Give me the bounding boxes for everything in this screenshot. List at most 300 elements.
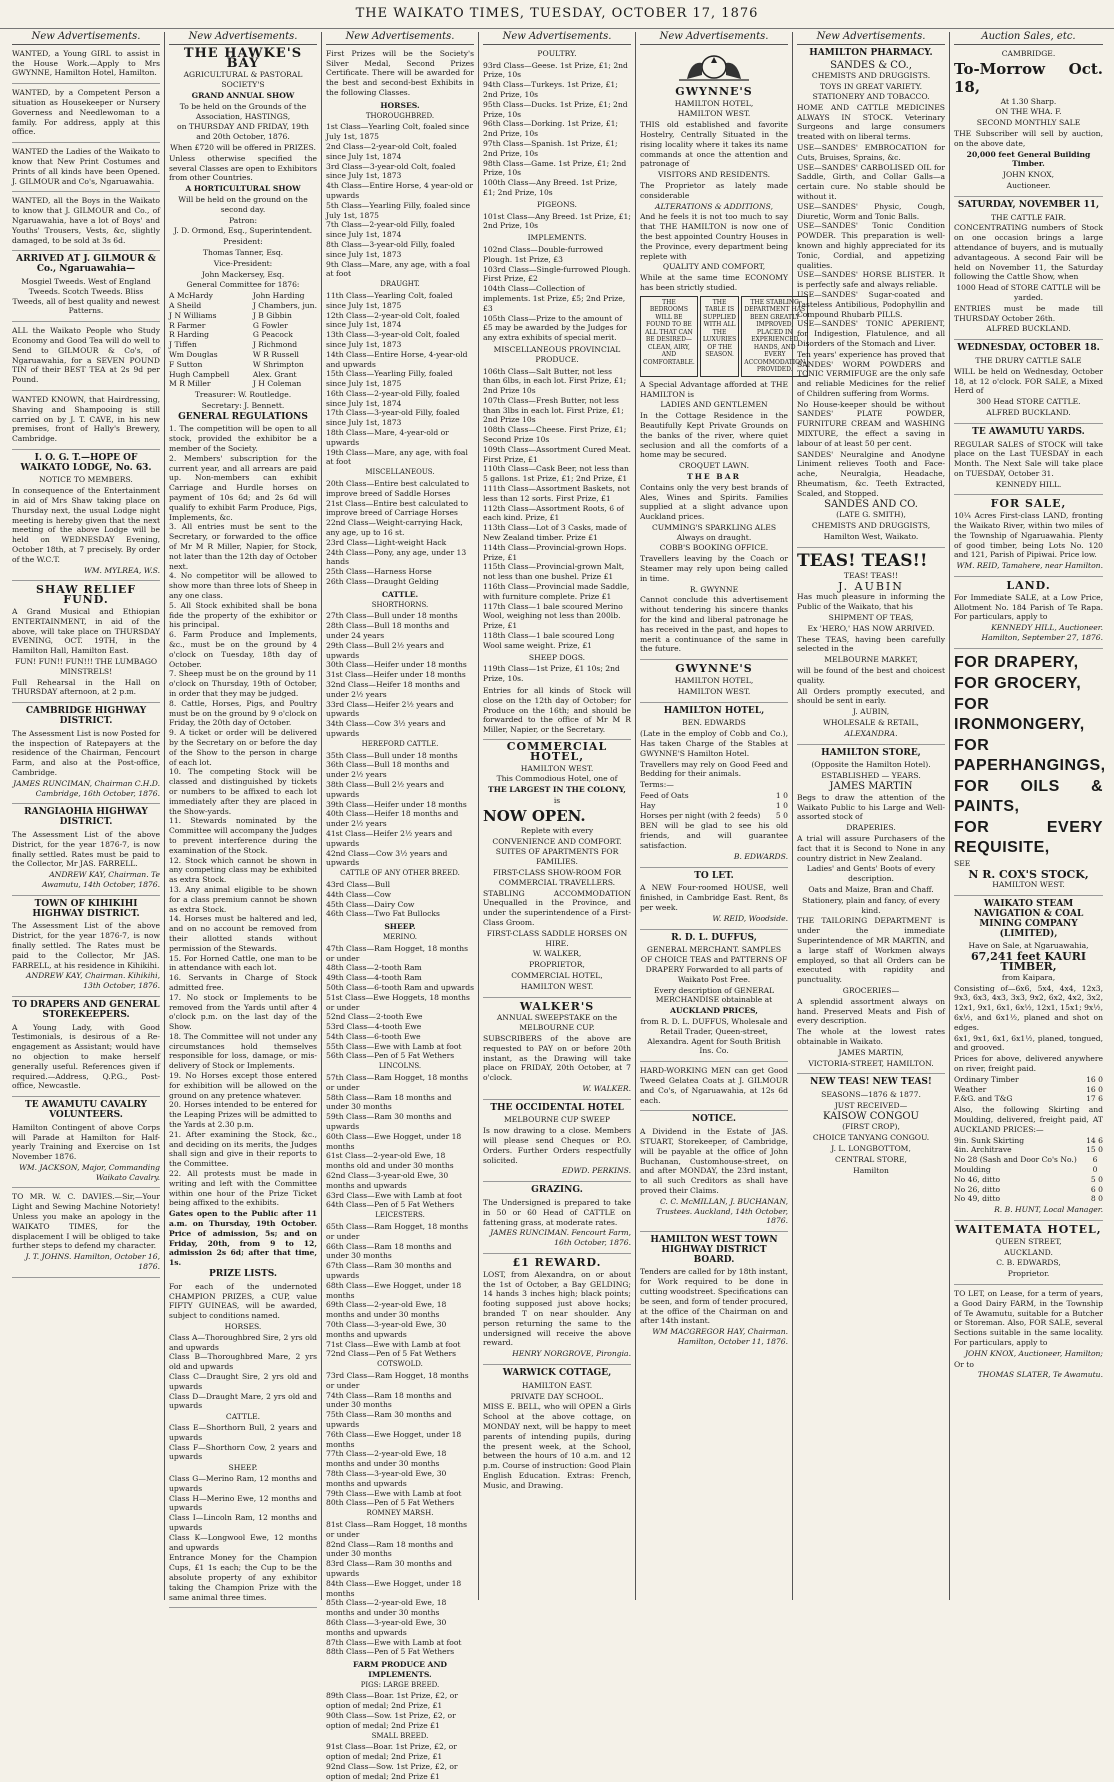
rate-price: 6 0 xyxy=(1090,1184,1103,1194)
regulation-item: 2. Members' subscription for the current year, and all arrears are paid up. Non-members can exhibit Carriage and Hurdle horses on payment of 10s 6d; and 2s 6d will qualify to exhibit Farm Produce, Pigs, Implements, &c. xyxy=(169,453,317,522)
committee-member: G Peacock xyxy=(252,330,293,340)
column-6 xyxy=(793,32,950,1600)
class-line: 18th Class—Mare, 4-year-old or upwards xyxy=(326,428,449,447)
class-line: 68th Class—Ewe Hogget, under 18 months xyxy=(326,1280,462,1300)
column-7 xyxy=(950,32,1107,1600)
product-item: USE—SANDES' TONIC APERIENT, for Indigestion, Flatulence, and all Disorders of the Stomach and Liver. xyxy=(797,319,945,348)
class-line: 75th Class—Ram 30 months and upwards xyxy=(326,1410,452,1429)
rate-item: Weather xyxy=(954,1084,987,1094)
rate-item: Hay xyxy=(640,800,656,810)
feature-box: THE STABLING DEPARTMENT HAS BEEN GREATLY IMPROVED, PLACED IN EXPERIENCED HANDS, AND EVERY ACCOMMODATION PROVIDED. xyxy=(741,296,808,377)
royal-crest-icon xyxy=(669,49,759,83)
class-line: 54th Class—6-tooth Ewe xyxy=(326,1031,421,1041)
class-line: 118th Class—1 bale scoured Long Wool same weight. Prize, £1 xyxy=(483,631,615,650)
column-4: New Advertisements. POULTRY. 93rd Class—Geese. 1st Prize, £1; 2nd Prize, 10s 94th Class—Turkeys. 1st Prize, £1; 2nd Prize, 10s 95th Class—Ducks. 1st Prize, £1; 2nd Prize, 10s 96th Class—Dorking. 1st Prize, £1; 2nd Prize, 10s 97th Class—Spanish. 1st Prize, £1; 2nd Prize, 10s 98th Class—Game. 1st Prize, £1; 2nd Prize, 10s 100th Class—Any Breed. 1st Prize, £1; 2nd Prize, 10s PIGEONS. 101st Class—Any Breed. 1st Prize, £1; 2nd Prize, 10s IMPLEMENTS. 102nd Class—Double-furrowed Plough. 1st Prize, £3 103rd Class—Single-furrowed Plough. First Prize, £2 104th Class—Collection of implements. 1st Prize, £5; 2nd Prize, £3 105th Class—Prize to the amount of £5 may be awarded by the Judges for any extra exhibits of special merit. MISCELLANEOUS PROVINCIAL PRODUCE. 106th Class—Salt Butter, not less than 6lbs, in each lot. First Prize, £1; 2nd Prize 10s 107th Class—Fresh Butter, not less than 3lbs in each lot. First Prize, £1; 2nd Prize 10s 108th Class—Cheese. First Prize, £1; Second Prize 10s 109th Class—Assortment Cured Meat. First Prize, £1 110th Class—Cask Beer, not less than 5 gallons. 1st Prize, £1; 2nd Prize, £1 111th Class—Assortment Baskets, not less than 12 sorts. First Prize, £1 112th Class—Assortment Roots, 6 of each kind. Prize, £1 113th Class—Lot of 3 Casks, made of New Zealand timber. Prize £1 114th Class—Provincial-grown Hops. Prize, £1 115th Class—Provincial-grown Malt, not less than one bushel. Prize £1 116th Class—Provincial made Saddle, with furniture complete. Prize £1 117th Class—1 bale scoured Merino Wool, weighing not less than 200lb. Prize, £1 118th Class—1 bale scoured Long Wool same weight. Prize, £1 SHEEP DOGS. 119th Class—1st Prize, £1 10s; 2nd Prize, 10s. Entries for all kinds of Stock will close on the 12th day of October; for Produce on the 16th; and should be forwarded to the office of Mr M R Miller, Napier, or the Secretary. COMMERCIAL HOTEL, HAMILTON WEST. This Commodious Hotel, one of THE LARGEST IN THE COLONY, is NOW OPEN. Replete with every CONVENIENCE AND COMFORT. SUITES OF APARTMENTS FOR FAMILIES. FIRST-CLASS SHOW-ROOM FOR COMMERCIAL TRAVELLERS. STABLING ACCOMMODATION Unequalled in the Province, and under the superintendence of a First-Class Groom. FIRST-CLASS SADDLE HORSES ON HIRE. W. WALKER, PROPRIETOR, COMMERCIAL HOTEL, HAMILTON WEST. WALKER'S ANNUAL SWEEPSTAKE on the MELBOURNE CUP. SUBSCRIBERS of the above are requested to PAY on or before 20th instant, as the Drawing will take place on FRIDAY, 20th October, at 7 o'clock. W. WALKER. THE OCCIDENTAL HOTEL MELBOURNE CUP SWEEP Is now drawing to a close. Members will please send Cheques or P.O. Orders. Further Orders respectfully solicited. EDWD. PERKINS. GRAZING. The Undersigned is prepared to take in 50 or 60 Head of CATTLE on fattening grass, at moderate rates. JAMES RUNCIMAN. Fencourt Farm, 16th October, 1876. £1 REWARD. LOST, from Alexandra, on or about the 1st of October, a Bay GELDING; 14 hands 3 inches high; black points; footing supposed just above hocks; branded T on near shoulder. Any person returning the same to the undersigned will receive the above reward. HENRY NORGROVE, Pirongia. WARWICK COTTAGE, HAMILTON EAST. PRIVATE DAY SCHOOL. MISS E. BELL, who will OPEN a Girls School at the above cottage, on MONDAY next, will be happy to meet parents of intending pupils, during the present week, at the School, between the hours of 10 a.m. and 12 p.m. Course of instruction: Good Plain English Education. Extras: French, Music, and Drawing. xyxy=(479,32,636,1600)
regulation-item: 6. Farm Produce and Implements, &c., must be on the ground by 4 o'clock on Tuesday, 18th day of October. xyxy=(169,630,317,669)
class-line: 67th Class—Ram 30 months and upwards xyxy=(326,1261,452,1281)
committee-member: W R Russell xyxy=(252,349,299,359)
ad-cambridge-auction: CAMBRIDGE. To-Morrow Oct. 18, At 1.30 Sharp. ON THE WHA. F. SECOND MONTHLY SALE THE Subscriber will sell by auction, on the above date, 20,000 feet General Building Timber. JOHN KNOX, Auctioneer. xyxy=(954,49,1103,197)
class-line: 96th Class—Dorking. 1st Prize, £1; 2nd Prize, 10s xyxy=(483,119,618,139)
class-line: 97th Class—Spanish. 1st Prize, £1; 2nd Prize, 10s xyxy=(483,138,618,158)
rate-price: 17 6 xyxy=(1086,1094,1103,1104)
regulation-item: 16. Servants in Charge of Stock admitted free. xyxy=(169,973,317,992)
section-subheading: PIGS: LARGE BREED. xyxy=(360,1680,440,1689)
regulation-item: 8. Cattle, Horses, Pigs, and Poultry must be on the ground by 9 o'clock on Friday, the 20th day of October. xyxy=(169,698,317,728)
committee-member: F Sutton xyxy=(169,359,203,369)
class-line: 36th Class—Bull 18 months and under 2½ years xyxy=(326,760,450,780)
column-heading: New Advertisements. xyxy=(797,32,945,45)
committee-member: J N Williams xyxy=(169,310,217,320)
class-line: 22nd Class—Weight-carrying Hack, any age, up to 16 st. xyxy=(326,518,463,538)
class-line: 70th Class—3-year-old Ewe, 30 months and upwards xyxy=(326,1320,447,1339)
class-line: 82nd Class—Ram 18 months and under 30 months xyxy=(326,1539,454,1559)
ad-hamilton-pharmacy: HAMILTON PHARMACY. SANDES & CO., CHEMISTS AND DRUGGISTS. TOYS IN GREAT VARIETY. STATIONERY AND TOBACCO. HOME AND CATTLE MEDICINES ALWAYS IN STOCK. Veterinary Surgeons and large consumers treated with on liberal terms. USE—SANDES' EMBROCATION for Cuts, Bruises, Sprains, &c. USE—SANDES' CARBOLISED OIL for Saddle, Girth, and Collar Galls—a certain cure. No stable should be without it. USE—SANDES' Physic, Cough, Diuretic, Worm and Tonic Balls. USE—SANDES' Tonic Condition POWDER. This preparation is well-known and highly appreciated for its Tonic, Cordial, and appetizing qualities. USE—SANDES' HORSE BLISTER. It is perfectly safe and always reliable. USE—SANDES' Sugar-coated and Tasteless Antibilious, Podophyllin and Compound Rhubarb PILLS. USE—SANDES' TONIC APERIENT, for Indigestion, Flatulence, and all Disorders of the Stomach and Liver. Ten years' experience has proved that SANDES' WORM POWDERS and TONIC VERMIFUGE are the only safe and reliable Medicines for the relief of Children suffering from Worms. No House-keeper should be without SANDES' PLATE POWDER, FURNITURE CREAM and WASHING MIXTURE, the effect a saving in labour of at least 50 per cent. SANDES' Neuralgine and Anodyne Liniment relieves Tooth and Face-ache, Neuralgia, Headache, Rheumatism, &c. Teeth Extracted, Scaled, and Stopped. SANDES AND CO. (LATE G. SMITH), CHEMISTS AND DRUGGISTS, Hamilton West, Waikato. xyxy=(797,49,945,548)
stable-rates xyxy=(640,791,788,820)
prize-class: Class G—Merino Ram, 12 months and upwards xyxy=(169,1473,317,1493)
ad-gwynnes-hotel-small: GWYNNE'S HAMILTON HOTEL, HAMILTON WEST. xyxy=(640,664,788,702)
rate-price: 16 0 xyxy=(1086,1084,1103,1094)
rate-price: 1 0 xyxy=(775,791,788,801)
class-line: 62nd Class—3-year-old Ewe, 30 months and upwards xyxy=(326,1171,449,1190)
rate-price: 5 0 xyxy=(1090,1174,1103,1184)
product-item: USE—SANDES' Physic, Cough, Diuretic, Worm and Tonic Balls. xyxy=(797,201,945,221)
regulation-item: 22. All protests must be made in writing and left with the Committee within one hour of the Prize Ticket being affixed to the exhibits. xyxy=(169,1169,317,1208)
class-line: 77th Class—2-year-old Ewe, 18 months and under 30 months xyxy=(326,1449,447,1469)
prize-class: Class D—Draught Mare, 2 yrs old and upwards xyxy=(169,1391,317,1411)
ad-to-let: TO LET. A NEW Four-roomed HOUSE, well finished, in Cambridge East. Rent, 8s per week. W. REID, Woodside. xyxy=(640,872,788,930)
class-line: 78th Class—3-year-old Ewe, 30 months and upwards xyxy=(326,1468,447,1488)
class-line: 71st Class—Ewe with Lamb at foot xyxy=(326,1339,461,1349)
ad-wanted-ladies: WANTED the Ladies of the Waikato to know that New Print Costumes and Prints of all kinds have been Opened. J. GILMOUR and Co's, Ngaruawahia. xyxy=(12,147,160,192)
ad-drapers: TO DRAPERS AND GENERAL STOREKEEPERS. A Young Lady, with Good Testimonials, is desirous of a Re-engagement as Assistant; would have no objection to make herself generally useful. References given if required.—Address, Q.P.G., Post-office, Newcastle. xyxy=(12,1001,160,1097)
section-subheading: MISCELLANEOUS. xyxy=(365,468,435,477)
ad-walkers-sweep: WALKER'S ANNUAL SWEEPSTAKE on the MELBOURNE CUP. SUBSCRIBERS of the above are requested to PAY on or before 20th instant, as the Drawing will take place on FRIDAY, 20th October, at 7 o'clock. W. WALKER. xyxy=(483,1002,631,1100)
section-heading: FARM PRODUCE AND IMPLEMENTS. xyxy=(353,1660,447,1679)
prize-class: Class C—Draught Sire, 2 yrs old and upwards xyxy=(169,1371,317,1391)
class-line: 2nd Class—2-year-old Colt, foaled since July 1st, 1874 xyxy=(326,141,457,161)
class-line: 115th Class—Provincial-grown Malt, not less than one bushel. Prize £1 xyxy=(483,562,625,582)
column-heading: Auction Sales, etc. xyxy=(954,32,1103,45)
ad-wanted-boys: WANTED, all the Boys in the Waikato to know that J. GILMOUR and Co., of Ngaruawahia, have a lot of Boys' and Youths' Trousers, Vests, &c, slightly damaged, to be sold at 3s 6d. xyxy=(12,196,160,251)
class-line: 112th Class—Assortment Roots, 6 of each kind. Prize, £1 xyxy=(483,503,624,523)
regulation-item: 9. A ticket or order will be delivered by the Secretary on or before the day of the Show to the person in charge of each lot. xyxy=(169,728,317,767)
class-line: 24th Class—Pony, any age, under 13 hands xyxy=(326,547,467,567)
class-line: 91st Class—Boar. 1st Prize, £2, or option of medal; 2nd Prize, £1 xyxy=(326,1742,457,1762)
ad-edwards-stables: HAMILTON HOTEL, BEN. EDWARDS (Late in the employ of Cobb and Co.), Has taken Charge of the Stables at GWYNNE'S Hamilton Hotel. Travellers may rely on Good Feed and Bedding for their animals. Terms:— Feed of Oats 1 0 Hay 1 0 Horses per night (with 2 feeds) 5 0 BEN will be glad to see his old friends, and will guarantee satisfaction. B. EDWARDS. xyxy=(640,707,788,868)
ad-farm-to-let: TO LET, on Lease, for a term of years, a Good Dairy FARM, in the Township of Te Awamutu, suitable for a Butcher or Storeman. Also, FOR SALE, several Sections suitable in the same locality. For particulars, apply to JOHN KNOX, Auctioneer, Hamilton; Or to THOMAS SLATER, Te Awamutu. xyxy=(954,1288,1103,1380)
committee-member: J H Coleman xyxy=(252,379,302,389)
class-line: 107th Class—Fresh Butter, not less than 3lbs in each lot. First Prize, £1; 2nd Prize 10s xyxy=(483,395,624,425)
class-line: 44th Class—Cow xyxy=(326,889,392,899)
ad-waitemata-hotel: WAITEMATA HOTEL, QUEEN STREET, AUCKLAND. C. B. EDWARDS, Proprietor. xyxy=(954,1225,1103,1285)
class-line: 26th Class—Draught Gelding xyxy=(326,577,439,587)
prize-class: Class B—Thoroughbred Mare, 2 yrs old and upwards xyxy=(169,1352,317,1372)
class-line: 9th Class—Mare, any age, with a foal at foot xyxy=(326,259,470,279)
prize-cattle xyxy=(169,1423,317,1462)
class-line: 111th Class—Assortment Baskets, not less than 12 sorts. First Prize, £1 xyxy=(483,484,630,503)
class-line: 64th Class—Pen of 5 Fat Wethers xyxy=(326,1200,455,1210)
cox-list xyxy=(954,653,1106,858)
class-line: 60th Class—Ewe Hogget, under 18 months xyxy=(326,1131,462,1151)
class-line: 34th Class—Cow 3½ years and upwards xyxy=(326,719,446,738)
regulation-item: 11. Stewards nominated by the Committee will accompany the Judges to prevent interference during the examination of the Stock. xyxy=(169,816,317,855)
class-line: 98th Class—Game. 1st Prize, £1; 2nd Prize, 10s xyxy=(483,158,627,178)
class-line: 103rd Class—Single-furrowed Plough. First Prize, £2 xyxy=(483,264,631,284)
regulation-item: 7. Sheep must be on the ground by 11 o'clock on Thursday, 19th of October, in order that they may be judged. xyxy=(169,669,317,698)
ad-cambridge-highway: CAMBRIDGE HIGHWAY DISTRICT. The Assessment List is now Posted for the inspection of Ratepayers at the residence of the Chairman, Fencourt Farm, and also at the Post-office, Cambridge. JAMES RUNCIMAN, Chairman C.H.D. Cambridge, 16th October, 1876. xyxy=(12,707,160,804)
rate-item: 9in. Sunk Skirting xyxy=(954,1135,1025,1145)
class-line: 23rd Class—Light-weight Hack xyxy=(326,537,447,547)
class-line: 61st Class—2-year-old Ewe, 18 months old and under 30 months xyxy=(326,1151,454,1171)
rate-item: No 26, ditto xyxy=(954,1184,1001,1194)
class-line: 110th Class—Cask Beer, not less than 5 gallons. 1st Prize, £1; 2nd Prize, £1 xyxy=(483,464,629,484)
class-line: 27th Class—Bull under 18 months xyxy=(326,611,458,621)
class-line: 48th Class—2-tooth Ram xyxy=(326,963,422,973)
committee-member: Alex. Grant xyxy=(252,369,297,379)
rate-row xyxy=(954,1085,1103,1095)
section-subheading: HEREFORD CATTLE. xyxy=(361,739,439,748)
newspaper-page xyxy=(8,31,1108,1781)
class-line: 47th Class—Ram Hogget, 18 months or under xyxy=(326,943,469,963)
class-line: 74th Class—Ram 18 months and under 30 months xyxy=(326,1390,452,1410)
class-line: 40th Class—Heifer 18 months and under 2½ years xyxy=(326,809,459,829)
product-item: USE—SANDES' Tonic Condition POWDER. This preparation is well-known and highly appreciated for its Tonic, Cordial, and appetizing qualities. xyxy=(797,221,945,270)
rate-row xyxy=(640,811,788,821)
class-line: 87th Class—Ewe with Lamb at foot xyxy=(326,1637,462,1647)
column-heading: New Advertisements. xyxy=(12,32,160,45)
column-3: New Advertisements. First Prizes will be the Society's Silver Medal, Second Prizes Certificate. There will be awarded for the best and second-best Exhibits in the following Classes. HORSES. THOROUGHBRED. 1st Class—Yearling Colt, foaled since July 1st, 1875 2nd Class—2-year-old Colt, foaled since July 1st, 1874 3rd Class—3-year-old Colt, foaled since July 1st, 1873 4th Class—Entire Horse, 4 year-old or upwards 5th Class—Yearling Filly, foaled since July 1st, 1875 7th Class—2-year-old Filly, foaled since July 1st, 1874 8th Class—3-year-old Filly, foaled since July 1st, 1873 9th Class—Mare, any age, with a foal at foot DRAUGHT. 11th Class—Yearling Colt, foaled since July 1st, 1875 12th Class—2-year-old Colt, foaled since July 1st, 1874 13th Class—3-year-old Colt, foaled since July 1st, 1873 14th Class—Entire Horse, 4-year-old and upwards 15th Class—Yearling Filly, foaled since July 1st, 1875 16th Class—2-year-old Filly, foaled since July 1st, 1874 17th Class—3-year-old Filly, foaled since July 1st, 1873 18th Class—Mare, 4-year-old or upwards 19th Class—Mare, any age, with foal at foot MISCELLANEOUS. 20th Class—Entire best calculated to improve breed of Saddle Horses 21st Class—Entire best calculated to improve breed of Carriage Horses 22nd Class—Weight-carrying Hack, any age, up to 16 st. 23rd Class—Light-weight Hack 24th Class—Pony, any age, under 13 hands 25th Class—Harness Horse 26th Class—Draught Gelding CATTLE. SHORTHORNS. 27th Class—Bull under 18 months 28th Class—Bull 18 months and under 24 years 29th Class—Bull 2½ years and upwards 30th Class—Heifer under 18 months 31st Class—Heifer under 18 months 32nd Class—Heifer 18 months and under 2½ years 33rd Class—Heifer 2½ years and upwards 34th Class—Cow 3½ years and upwards HEREFORD CATTLE. 35th Class—Bull under 18 months 36th Class—Bull 18 months and under 2½ years 38th Class—Bull 2½ years and upwards 39th Class—Heifer under 18 months 40th Class—Heifer 18 months and under 2½ years 41st Class—Heifer 2½ years and upwards 42nd Class—Cow 3½ years and upwards CATTLE OF ANY OTHER BREED. 43rd Class—Bull 44th Class—Cow 45th Class—Dairy Cow 46th Class—Two Fat Bullocks SHEEP. MERINO. 47th Class—Ram Hogget, 18 months or under 48th Class—2-tooth Ram 49th Class—4-tooth Ram 50th Class—6-tooth Ram and upwards 51st Class—Ewe Hoggets, 18 months or under 52nd Class—2-tooth Ewe 53rd Class—4-tooth Ewe 54th Class—6-tooth Ewe 55th Class—Ewe with Lamb at foot 56th Class—Pen of 5 Fat Wethers LINCOLNS. 57th Class—Ram Hogget, 18 months or under 58th Class—Ram 18 months and under 30 months 59th Class—Ram 30 months and upwards 60th Class—Ewe Hogget, under 18 months 61st Class—2-year-old Ewe, 18 months old and under 30 months 62nd Class—3-year-old Ewe, 30 months and upwards 63rd Class—Ewe with Lamb at foot 64th Class—Pen of 5 Fat Wethers LEICESTERS. 65th Class—Ram Hogget, 18 months or under 66th Class—Ram 18 months and under 30 months 67th Class—Ram 30 months and upwards 68th Class—Ewe Hogget, under 18 months 69th Class—2-year-old Ewe, 18 months and under 30 months 70th Class—3-year-old Ewe, 30 months and upwards 71st Class—Ewe with Lamb at foot 72nd Class—Pen of 5 Fat Wethers COTSWOLD. 73rd Class—Ram Hogget, 18 months or under 74th Class—Ram 18 months and under 30 months 75th Class—Ram 30 months and upwards 76th Class—Ewe Hogget, under 18 months 77th Class—2-year-old Ewe, 18 months and under 30 months 78th Class—3-year-old Ewe, 30 months and upwards 79th Class—Ewe with Lamb at foot 80th Class—Pen of 5 Fat Wethers ROMNEY MARSH. 81st Class—Ram Hogget, 18 months or under 82nd Class—Ram 18 months and under 30 months 83rd Class—Ram 30 months and upwards 84th Class—Ewe Hogget, under 18 months 85th Class—2-year-old Ewe, 18 months and under 30 months 86th Class—3-year-old Ewe, 30 months and upwards 87th Class—Ewe with Lamb at foot 88th Class—Pen of 5 Fat Wethers FARM PRODUCE AND IMPLEMENTS. PIGS: LARGE BREED. 89th Class—Boar. 1st Prize, £2, or option of medal; 2nd Prize, £1 90th Class—Sow. 1st Prize, £2, or option of medal; 2nd Prize £1 SMALL BREED. 91st Class—Boar. 1st Prize, £2, or option of medal; 2nd Prize, £1 92nd Class—Sow. 1st Prize, £2, or option of medal; 2nd Prize £1 xyxy=(322,32,479,1600)
masthead: THE WAIKATO TIMES, TUESDAY, OCTOBER 17, 1876 xyxy=(0,0,1114,29)
class-line: 31st Class—Heifer under 18 months xyxy=(326,670,466,680)
cox-line: FOR OILS & PAINTS, xyxy=(954,777,1103,815)
class-line: 85th Class—2-year-old Ewe, 18 months and under 30 months xyxy=(326,1598,447,1618)
class-line: 102nd Class—Double-furrowed Plough. 1st Prize, £3 xyxy=(483,244,604,264)
class-line: 73rd Class—Ram Hogget, 18 months or under xyxy=(326,1370,469,1390)
class-line: 58th Class—Ram 18 months and under 30 months xyxy=(326,1092,452,1112)
committee-member: A Sheild xyxy=(169,300,202,310)
class-line: 19th Class—Mare, any age, with foal at foot xyxy=(326,447,468,467)
regulation-item: 19. No Horses except those entered for exhibition will be allowed on the ground on any pretence whatever. xyxy=(169,1071,317,1100)
class-line: 94th Class—Turkeys. 1st Prize, £1; 2nd Prize, 10s xyxy=(483,80,618,99)
regulation-item: 20. Horses intended to be entered for the Leaping Prizes will be admitted to the Yards at 2.30 p.m. xyxy=(169,1100,317,1130)
ad-warwick-cottage: WARWICK COTTAGE, HAMILTON EAST. PRIVATE DAY SCHOOL. MISS E. BELL, who will OPEN a Girls School at the above cottage, on MONDAY next, will be happy to meet parents of intending pupils, during the present week, at the School, between the hours of 10 a.m. and 12 p.m. Course of instruction: Good Plain English Education. Extras: French, Music, and Drawing. xyxy=(483,1368,631,1490)
regulation-item: 18. The Committee will not under any circumstances hold themselves responsible for loss, damage, or mis-delivery of Stock or Implements. xyxy=(169,1031,317,1071)
rate-row xyxy=(954,1175,1103,1185)
column-heading: New Advertisements. xyxy=(483,32,631,45)
class-line: 13th Class—3-year-old Colt, foaled since July 1st, 1873 xyxy=(326,330,460,349)
hotel-feature-boxes xyxy=(640,296,806,377)
class-line: 80th Class—Pen of 5 Fat Wethers xyxy=(326,1498,455,1508)
class-line: 7th Class—2-year-old Filly, foaled since July 1st, 1874 xyxy=(326,220,455,240)
regulation-item: 17. No stock or Implements to be removed from the Yards until after 4 o'clock p.m. on the last day of the Show. xyxy=(169,992,317,1032)
class-line: 57th Class—Ram Hogget, 18 months or under xyxy=(326,1073,469,1092)
prize-class: Class E—Shorthorn Bull, 2 years and upwards xyxy=(169,1422,317,1442)
product-item: USE—SANDES' EMBROCATION for Cuts, Bruises, Sprains, &c. xyxy=(797,142,945,162)
cox-line: FOR DRAPERY, xyxy=(954,653,1079,671)
class-line: 5th Class—Yearling Filly, foaled since July 1st, 1875 xyxy=(326,200,471,220)
prize-classes xyxy=(169,1333,317,1411)
section-subheading: ROMNEY MARSH. xyxy=(366,1509,434,1518)
regulation-item: 10. The competing Stock will be classed and distinguished by tickets or numbers to be affixed to each lot immediately after they are placed in the Show-yards. xyxy=(169,767,317,816)
regulations-list xyxy=(169,424,317,1208)
class-line: 43rd Class—Bull xyxy=(326,879,391,889)
committee-member: J Chambers, jun. xyxy=(252,300,317,310)
committee-member: R Harding xyxy=(169,330,209,340)
class-line: 39th Class—Heifer under 18 months xyxy=(326,799,467,809)
ad-cox-stock: FOR DRAPERY, FOR GROCERY, FOR IRONMONGERY, FOR PAPERHANGINGS, FOR OILS & PAINTS, FOR EVERY REQUISITE, SEE N R. COX'S STOCK, HAMILTON WEST. xyxy=(954,653,1103,896)
class-line: 109th Class—Assortment Cured Meat. First Prize, £1 xyxy=(483,444,631,464)
committee-member: A McHardy xyxy=(169,291,213,301)
product-item: USE—SANDES' CARBOLISED OIL for Saddle, Girth, and Collar Galls—a certain cure. No stable should be without it. xyxy=(797,162,945,201)
ad-te-awamutu-yards: TE AWAMUTU YARDS. REGULAR SALES of STOCK will take place on the Last TUESDAY in each Month. The Next Sale will take place on TUESDAY, October 31. KENNEDY HILL. xyxy=(954,428,1103,496)
ad-reward: £1 REWARD. LOST, from Alexandra, on or about the 1st of October, a Bay GELDING; 14 hands 3 inches high; black points; footing supposed just above hocks; branded T on near shoulder. Any person returning the same to the undersigned will receive the above reward. HENRY NORGROVE, Pirongia. xyxy=(483,1258,631,1365)
column-heading: New Advertisements. xyxy=(169,32,317,45)
class-line: 69th Class—2-year-old Ewe, 18 months and under 30 months xyxy=(326,1300,447,1320)
prize-class: Class H—Merino Ewe, 12 months and upwards xyxy=(169,1493,317,1513)
class-line: 72nd Class—Pen of 5 Fat Wethers xyxy=(326,1349,456,1359)
class-line: 105th Class—Prize to the amount of £5 may be awarded by the Judges for any extra exhibits of special merit. xyxy=(483,313,627,343)
rate-item: No 28 (Sash and Door Co's No.) Moulding xyxy=(954,1155,1077,1174)
ad-teas-aubin: TEAS! TEAS!! TEAS! TEAS!! J. AUBIN Has much pleasure in informing the Public of the Waikato, that his SHIPMENT OF TEAS, Ex 'HERO,' HAS NOW ARRIVED. These TEAS, having been carefully selected in the MELBOURNE MARKET, will be found of the best and choicest quality. All Orders promptly executed, and should be sent in early. J. AUBIN, WHOLESALE & RETAIL, ALEXANDRA. xyxy=(797,552,945,745)
column-heading: New Advertisements. xyxy=(326,32,474,45)
class-line: 76th Class—Ewe Hogget, under 18 months xyxy=(326,1429,462,1449)
class-line: 113th Class—Lot of 3 Casks, made of New Zealand timber. Prize £1 xyxy=(483,523,627,543)
ad-tea-economy: ALL the Waikato People who Study Economy and Good Tea will do well to Send to GILMOUR & Co's, of Ngaruawahia, for a SEVEN POUND TIN of their BEST TEA at 2s 9d per Pound. xyxy=(12,326,160,391)
ad-johns-letter: TO MR. W. C. DAVIES.—Sir,—Your Light and Sewing Machine Notoriety! Unless you make an apology in the WAIKATO TIMES, for the displacement I will be obliged to take further steps to defend my character. J. T. JOHNS. Hamilton, October 16, 1876. xyxy=(12,1192,160,1277)
committee-member: Wm Douglas xyxy=(169,349,218,359)
class-line: 84th Class—Ewe Hogget, under 18 months xyxy=(326,1578,462,1598)
class-line: 86th Class—3-year-old Ewe, 30 months and upwards xyxy=(326,1617,447,1637)
ad-wanted-situation: WANTED, by a Competent Person a situation as Housekeeper or Nursery Governess and Needlewoman to a family. For address, apply at this office. xyxy=(12,88,160,143)
dogs-list xyxy=(483,664,631,684)
committee-member: G Fowler xyxy=(252,320,288,330)
cox-line: FOR PAPERHANGINGS, xyxy=(954,736,1106,774)
class-line: 83rd Class—Ram 30 months and upwards xyxy=(326,1559,453,1578)
class-line: 92nd Class—Sow. 1st Prize, £2, or option of medal; 2nd Prize £1 xyxy=(326,1762,458,1781)
class-line: 8th Class—3-year-old Filly, foaled since July 1st, 1873 xyxy=(326,239,455,259)
committee-member: J B Gibbin xyxy=(252,310,292,320)
rate-item: F.&G. and T&G xyxy=(954,1094,1013,1104)
ad-hardworking-men: HARD-WORKING MEN can get Good Tweed Gelatea Coats at J. GILMOUR and Co's, of Ngaruawahia, at 12s 6d each. xyxy=(640,1066,788,1111)
rate-row xyxy=(954,1145,1103,1155)
ad-notice-dividend: NOTICE. A Dividend in the Estate of JAS. STUART, Storekeeper, of Cambridge, will be payable at the office of John Buchanan, Customhouse-street, on and after MONDAY, the 23rd instant, to all such Creditors as shall have proved their Claims. C. C. McMILLAN, J. BUCHANAN, Trustees. Auckland, 14th October, 1876. xyxy=(640,1115,788,1232)
rate-row xyxy=(954,1136,1103,1146)
class-line: 38th Class—Bull 2½ years and upwards xyxy=(326,779,445,799)
ad-occidental-hotel: THE OCCIDENTAL HOTEL MELBOURNE CUP SWEEP Is now drawing to a close. Members will please send Cheques or P.O. Orders. Further Orders respectfully solicited. EDWD. PERKINS. xyxy=(483,1104,631,1183)
class-line: 33rd Class—Heifer 2½ years and upwards xyxy=(326,699,454,719)
ad-grazing: GRAZING. The Undersigned is prepared to take in 50 or 60 Head of CATTLE on fattening grass, at moderate rates. JAMES RUNCIMAN. Fencourt Farm, 16th October, 1876. xyxy=(483,1186,631,1254)
class-line: 28th Class—Bull 18 months and under 24 years xyxy=(326,621,450,641)
ad-new-teas: NEW TEAS! NEW TEAS! SEASONS—1876 & 1877. JUST RECEIVED— KAISOW CONGOU (FIRST CROP), CHOICE TANYANG CONGOU. J. L. LONGBOTTOM, CENTRAL STORE, Hamilton xyxy=(810,1077,932,1175)
ad-hamilton-west-board: HAMILTON WEST TOWN HIGHWAY DISTRICT BOARD. Tenders are called for by 18th instant, for Work required to be done in cutting woodstreet. Specifications can be seen, and form of tender procured, at the office of the Chairman on and after 14th instant. WM MACGREGOR HAY, Chairman. Hamilton, October 11, 1876. xyxy=(640,1235,788,1347)
ad-for-sale-land: FOR SALE, 10¼ Acres First-class LAND, fronting the Waikato River, within two miles of the Township of Ngaruawahia. Plenty of good timber, being Lots No. 120 and 121, Parish of Pipiwai. Price low. WM. REID, Tamahere, near Hamilton. xyxy=(954,499,1103,577)
rate-item: 4in. Architrave xyxy=(954,1145,1012,1155)
class-line: 106th Class—Salt Butter, not less than 6lbs, in each lot. First Prize, £1; 2nd Prize 10s xyxy=(483,366,627,396)
class-line: 51st Class—Ewe Hoggets, 18 months or under xyxy=(326,992,470,1012)
class-line: 108th Class—Cheese. First Prize, £1; Second Prize 10s xyxy=(483,425,627,445)
section-heading: SHEEP. xyxy=(384,922,416,932)
ad-duffus: R. D. L. DUFFUS, GENERAL MERCHANT. SAMPLES OF CHOICE TEAS and PATTERNS OF DRAPERY Forwarded to all parts of Waikato Post Free. Every description of GENERAL MERCHANDISE obtainable at AUCKLAND PRICES, from R. D. L. DUFFUS, Wholesale and Retail Trader, Queen-street, Alexandra. Agent for South British Ins. Co. xyxy=(640,934,788,1063)
section-subheading: SMALL BREED. xyxy=(371,1731,429,1740)
ad-shaw-relief: SHAW RELIEF FUND. A Grand Musical and Ethiopian ENTERTAINMENT, in aid of the above, will take place on THURSDAY EVENING, OCT. 19TH, in the Hamilton Hall, Hamilton East. FUN! FUN!! FUN!!! THE LUMBAGO MINSTRELS! Full Rehearsal in the Hall on THURSDAY afternoon, at 2 p.m. xyxy=(12,585,160,703)
class-line: 35th Class—Bull under 18 months xyxy=(326,750,458,760)
prize-sheep xyxy=(169,1474,317,1552)
class-line: 53rd Class—4-tooth Ewe xyxy=(326,1022,422,1032)
rate-row xyxy=(954,1094,1103,1104)
section-subheading: THOROUGHBRED. xyxy=(365,111,435,120)
rate-row xyxy=(640,791,788,801)
class-line: 3rd Class—3-year-old Colt, foaled since July 1st, 1873 xyxy=(326,161,456,181)
committee-list xyxy=(169,291,317,389)
rate-row xyxy=(954,1155,1103,1175)
class-line: 66th Class—Ram 18 months and under 30 months xyxy=(326,1241,452,1261)
class-line: 52nd Class—2-tooth Ewe xyxy=(326,1012,423,1022)
committee-member: R Farmer xyxy=(169,320,206,330)
class-line: 41st Class—Heifer 2½ years and upwards xyxy=(326,828,453,848)
class-line: 117th Class—1 bale scoured Merino Wool, weighing not less than 200lb. Prize, £1 xyxy=(483,601,623,631)
cox-line: FOR GROCERY, xyxy=(954,674,1082,692)
class-line: 90th Class—Sow. 1st Prize, £2, or option of medal; 2nd Prize £1 xyxy=(326,1711,456,1730)
cox-line: FOR EVERY REQUISITE, xyxy=(954,818,1103,856)
committee-member: W Shrimpton xyxy=(252,359,304,369)
timber-rates xyxy=(954,1075,1103,1104)
class-line: 49th Class—4-tooth Ram xyxy=(326,973,422,983)
class-line: 88th Class—Pen of 5 Fat Wethers xyxy=(326,1647,455,1657)
ad-waikato-steam: WAIKATO STEAM NAVIGATION & COAL MINING COMPANY (LIMITED), Have on Sale, at Ngaruawahia, 67,241 feet KAURI TIMBER, from Kaipara, Consisting of—6x6, 5x4, 4x4, 12x3, 9x3, 6x3, 4x3, 3x3, 9x2, 6x2, 4x2, 3x2, 12x1, 9x1, 6x1, 6x½, 12x1, 15x1; 9x½, 6x½, and 6x1½, planed and shot on edges. 6x1, 9x1, 6x1, 6x1½, planed, tongued, and grooved. Prices for above, delivered anywhere on river, freight paid. Ordinary Timber 16 0 Weather 16 0 F.&G. and T&G 17 6 Also, the following Skirting and Moulding, delivered, freight paid, AT AUCKLAND PRICES:— 9in. Sunk Skirting 14 6 4in. Architrave 15 0 No 28 (Sash and Door Co's No.) Moulding 6 0 No 46, ditto 5 0 No 26, ditto 6 0 No 49, ditto 8 0 R. B. HUNT, Local Manager. xyxy=(954,900,1103,1221)
feature-box: THE TABLE IS SUPPLIED WITH ALL THE LUXURIES OF THE SEASON. xyxy=(700,296,739,377)
regulation-item: 15. For Horned Cattle, one man to be in attendance with each lot. xyxy=(169,953,317,973)
regulation-item: 3. All entries must be sent to the Secretary, or forwarded to the office of Mr M R Miller, Napier, for Stock, not later than the 12th day of October next. xyxy=(169,522,317,571)
product-item: USE—SANDES' Sugar-coated and Tasteless Antibilious, Podophyllin and Compound Rhubarb PILLS. xyxy=(797,289,945,319)
committee-member: J Richmond xyxy=(252,340,298,350)
regulation-item: 5. All Stock exhibited shall be bona fide the property of the exhibitor or his principal. xyxy=(169,600,317,630)
class-line: 114th Class—Provincial-grown Hops. Prize, £1 xyxy=(483,542,627,562)
prize-class: Class I—Lincoln Ram, 12 months and upwards xyxy=(169,1513,317,1532)
class-line: 14th Class—Entire Horse, 4-year-old and upwards xyxy=(326,349,468,369)
class-line: 42nd Class—Cow 3½ years and upwards xyxy=(326,848,448,868)
class-line: 119th Class—1st Prize, £1 10s; 2nd Prize, 10s. xyxy=(483,664,620,684)
rate-row xyxy=(954,1075,1103,1085)
section-subheading: CATTLE OF ANY OTHER BREED. xyxy=(340,869,460,878)
committee-member: John Harding xyxy=(252,291,305,301)
committee-member: Hugh Campbell xyxy=(169,369,230,379)
rate-price: 6 0 xyxy=(1092,1155,1098,1174)
rate-item: No 49, ditto xyxy=(954,1194,1001,1204)
section-heading: CATTLE. xyxy=(381,589,419,599)
feature-box: THE BEDROOMS WILL BE FOUND TO BE ALL THAT CAN BE DESIRED—CLEAN, AIRY, AND COMFORTABLE. xyxy=(640,296,698,377)
regulation-item: 13. Any animal eligible to be shown for a class premium cannot be shown as extra Stock. xyxy=(169,884,317,914)
rate-item: Ordinary Timber xyxy=(954,1074,1019,1084)
class-line: 59th Class—Ram 30 months and upwards xyxy=(326,1112,452,1132)
class-line: 15th Class—Yearling Filly, foaled since July 1st, 1875 xyxy=(326,369,453,389)
rate-row xyxy=(954,1194,1103,1204)
ad-hairdressing: WANTED KNOWN, that Hairdressing, Shaving and Shampooing is still carried on by J. T. CAVE, in his new premises, front of Hally's Brewery, Cambridge. xyxy=(12,395,160,450)
class-line: 104th Class—Collection of implements. 1st Prize, £5; 2nd Prize, £3 xyxy=(483,284,626,313)
rate-price: 14 6 xyxy=(1086,1135,1103,1145)
class-line: 25th Class—Harness Horse xyxy=(326,567,432,577)
product-item: USE—SANDES' HORSE BLISTER. It is perfectly safe and always reliable. xyxy=(797,270,945,290)
class-line: 89th Class—Boar. 1st Prize, £2, or option of medal; 2nd Prize, £1 xyxy=(326,1691,458,1711)
committee-member: J Tiffen xyxy=(169,340,197,350)
class-line: 63rd Class—Ewe with Lamb at foot xyxy=(326,1190,463,1200)
rate-price: 16 0 xyxy=(1086,1074,1103,1084)
regulation-item: 21. After examining the Stock, &c., and deciding on its merits, the Judges shall sign and give in their reports to the Committee. xyxy=(169,1129,317,1169)
pigeons-list xyxy=(483,212,631,232)
class-line: 30th Class—Heifer under 18 months xyxy=(326,660,467,670)
rate-price: 8 0 xyxy=(1090,1194,1103,1204)
prize-class: Class F—Shorthorn Cow, 2 years and upwards xyxy=(169,1442,317,1462)
class-line: 4th Class—Entire Horse, 4 year-old or upwards xyxy=(326,181,474,200)
ad-commercial-hotel: COMMERCIAL HOTEL, HAMILTON WEST. This Commodious Hotel, one of THE LARGEST IN THE COLONY, is NOW OPEN. Replete with every CONVENIENCE AND COMFORT. SUITES OF APARTMENTS FOR FAMILIES. FIRST-CLASS SHOW-ROOM FOR COMMERCIAL TRAVELLERS. STABLING ACCOMMODATION Unequalled in the Province, and under the superintendence of a First-Class Groom. FIRST-CLASS SADDLE HORSES ON HIRE. W. WALKER, PROPRIETOR, COMMERCIAL HOTEL, HAMILTON WEST. xyxy=(483,739,631,998)
column-heading: New Advertisements. xyxy=(640,32,788,45)
rate-price: 15 0 xyxy=(1086,1145,1103,1155)
ad-hamilton-store: HAMILTON STORE, (Opposite the Hamilton Hotel). ESTABLISHED — YEARS. JAMES MARTIN Begs to draw the attention of the Waikato Public to his Large and Well-assorted stock of DRAPERIES. A trial will assure Purchasers of the fact that it is Second to None in any country district in New Zealand. Ladies' and Gents' Boots of every description. Oats and Maize, Bran and Chaff. Stationery, plain and fancy, of every kind. THE TAILORING DEPARTMENT is under the immediate Superintendence of MR MARTIN, and a large staff of Workmen always employed, so that all Orders can be executed with rapidity and punctuality. GROCERIES— A splendid assortment always on hand. Preserved Meats and Fish of every description. The whole at the lowest rates obtainable in Waikato. JAMES MARTIN, VICTORIA-STREET, HAMILTON. xyxy=(797,749,945,1075)
class-line: 95th Class—Ducks. 1st Prize, £1; 2nd Prize, 10s xyxy=(483,99,628,119)
class-line: 21st Class—Entire best calculated to improve breed of Carriage Horses xyxy=(326,498,469,518)
section-subheading: LINCOLNS. xyxy=(378,1062,422,1071)
ad-cattle-fair: SATURDAY, NOVEMBER 11, THE CATTLE FAIR. CONCENTRATING numbers of Stock on one occasion brings a large attendance of buyers, and is mutually advantageous. A second Fair will be held on November 11, the Saturday following the Cattle Show, when 1000 Head of STORE CATTLE will be yarded. ENTRIES must be made till THURSDAY October 26th. ALFRED BUCKLAND. xyxy=(954,201,1103,340)
class-line: 101st Class—Any Breed. 1st Prize, £1; 2nd Prize, 10s xyxy=(483,211,631,231)
rate-row xyxy=(954,1185,1103,1195)
section-subheading: LEICESTERS. xyxy=(375,1211,425,1220)
rate-item: Horses per night (with 2 feeds) xyxy=(640,810,761,820)
class-line: 93rd Class—Geese. 1st Prize, £1; 2nd Prize, 10s xyxy=(483,60,628,80)
moulding-rates xyxy=(954,1136,1103,1205)
ad-wanted-girl: WANTED, a Young GIRL to assist in the House Work.—Apply to Mrs GWYNNE, Hamilton Hotel, Hamilton. xyxy=(12,49,160,84)
section-subheading: DRAUGHT. xyxy=(380,280,420,289)
product-list xyxy=(797,143,945,349)
ad-iogt-lodge: I. O. G. T.—HOPE OF WAIKATO LODGE, No. 63. NOTICE TO MEMBERS. In consequence of the Entertainment in aid of Mrs Shaw taking place on Thursday next, the usual Lodge night meeting is hereby given that the next meeting of the above Lodge will be held on WEDNESDAY Evening, October 18th, at 7 precisely. By order of the W.C.T. WM. MYLREA, W.S. xyxy=(12,454,160,582)
regulation-item: 4. No competitor will be allowed to show more than three lots of Sheep in any one class. xyxy=(169,571,317,601)
class-line: 65th Class—Ram Hogget, 18 months or under xyxy=(326,1222,469,1241)
rate-price: 5 0 xyxy=(775,810,788,820)
ad-drury-sale: WEDNESDAY, OCTOBER 18. THE DRURY CATTLE SALE WILL be held on Wednesday, October 18, at 12 o'clock. FOR SALE, a Mixed Herd of 300 Head STORE CATTLE. ALFRED BUCKLAND. xyxy=(954,344,1103,424)
ad-gwynnes-hotel: GWYNNE'S HAMILTON HOTEL, HAMILTON WEST. THIS old established and favorite Hostelry, Centrally Situated in the rising locality where it takes its name commands at once the attention and patronage of VISITORS AND RESIDENTS. The Proprietor as lately made considerable ALTERATIONS & ADDITIONS, And he feels it is not too much to say that THE HAMILTON is now one of the best appointed Country Houses in the Province, every department being replete with QUALITY AND COMFORT, While at the same time ECONOMY has been strictly studied. THE BEDROOMS WILL BE FOUND TO BE ALL THAT CAN BE DESIRED—CLEAN, AIRY, AND COMFORTABLE. THE TABLE IS SUPPLIED WITH ALL THE LUXURIES OF THE SEASON. THE STABLING DEPARTMENT HAS BEEN GREATLY IMPROVED, PLACED IN EXPERIENCED HANDS, AND EVERY ACCOMMODATION PROVIDED. A Special Advantage afforded at THE HAMILTON is LADIES AND GENTLEMEN In the Cottage Residence in the Beautifully Kept Private Grounds on the banks of the river, where quiet seclusion and all the comforts of a home may be secured. CROQUET LAWN. THE BAR Contains only the very best brands of Ales, Wines and Spirits. Families supplied at a slight advance upon Auckland prices. CUMMING'S SPARKLING ALES Always on draught. COBB'S BOOKING OFFICE. Travellers leaving by the Coach or Steamer may rely upon being called in time. R. GWYNNE Cannot conclude this advertisement without tendering his sincere thanks for the kind and liberal patronage he has received in the past, and hopes to merit a continuance of the same in the future. xyxy=(640,49,788,660)
column-1 xyxy=(8,32,165,1600)
ad-hawkes-bay-show: THE HAWKE'S BAY AGRICULTURAL & PASTORAL SOCIETY'S GRAND ANNUAL SHOW To be held on the Grounds of the Association, HASTINGS, on THURSDAY AND FRIDAY, 19th and 20th October, 1876. When £720 will be offered in PRIZES. Unless otherwise specified the several Classes are open to Exhibitors from other Countries. A HORTICULTURAL SHOW Will be held on the ground on the second day. Patron: J. D. Ormond, Esq., Superintendent. President: Thomas Tanner, Esq. Vice-President: John Mackersey, Esq. General Committee for 1876: A McHardy A Sheild J N Williams R Farmer R Harding J Tiffen Wm Douglas F Sutton Hugh Campbell M R Miller John Harding J Chambers, jun. J B Gibbin G Fowler G Peacock J Richmond W R Russell W Shrimpton Alex. Grant J H Coleman Treasurer: W. Routledge. Secretary: J. Bennett. GENERAL REGULATIONS 1. The competition will be open to all stock, provided the exhibitor be a member of the Society. 2. Members' subscription for the current year, and all arrears are paid up. Non-members can exhibit Carriage and Hurdle horses on payment of 10s 6d; and 2s 6d will qualify to exhibit Farm Produce, Pigs, Implements, &c. 3. All entries must be sent to the Secretary, or forwarded to the office of Mr M R Miller, Napier, for Stock, not later than the 12th day of October next. 4. No competitor will be allowed to show more than three lots of Sheep in any one class. 5. All Stock exhibited shall be bona fide the property of the exhibitor or his principal. 6. Farm Produce and Implements, &c., must be on the ground by 4 o'clock on Tuesday, 18th day of October. 7. Sheep must be on the ground by 11 o'clock on Thursday, 19th of October, in order that they may be judged. 8. Cattle, Horses, Pigs, and Poultry must be on the ground by 9 o'clock on Friday, the 20th day of October. 9. A ticket or order will be delivered by the Secretary on or before the day of the Show to the person in charge of each lot. 10. The competing Stock will be classed and distinguished by tickets or numbers to be affixed to each lot immediately after they are placed in the Show-yards. 11. Stewards nominated by the Committee will accompany the Judges to prevent interference during the examination of the Stock. 12. Stock which cannot be shown in any competing class may be exhibited as extra Stock. 13. Any animal eligible to be shown for a class premium cannot be shown as extra Stock. 14. Horses must be haltered and led, and on no account be removed from their allotted stands without permission of the Stewards. 15. For Horned Cattle, one man to be in attendance with each lot. 16. Servants in Charge of Stock admitted free. 17. No stock or Implements to be removed from the Yards until after 4 o'clock p.m. on the last day of the Show. 18. The Committee will not under any circumstances hold themselves responsible for loss, damage, or mis-delivery of Stock or Implements. 19. No Horses except those entered for exhibition will be allowed on the ground on any pretence whatever. 20. Horses intended to be entered for the Leaping Prizes will be admitted to the Yards at 2.30 p.m. 21. After examining the Stock, &c., and deciding on its merits, the Judges shall sign and give in their reports to the Committee. 22. All protests must be made in writing and left with the Committee within one hour of the Prize Ticket being affixed to the exhibits. Gates open to the Public after 11 a.m. on Thursday, 19th October. Price of admission, 5s; and on Friday, 20th, from 9 to 12, admission 2s 6d; after that time, 1s. PRIZE LISTS. For each of the undernoted CHAMPION PRIZES, a CUP, value FIFTY GUINEAS, will be awarded, subject to conditions named. HORSES. Class A—Thoroughbred Sire, 2 yrs old and upwards Class B—Thoroughbred Mare, 2 yrs old and upwards Class C—Draught Sire, 2 yrs old and upwards Class D—Draught Mare, 2 yrs old and upwards CATTLE. Class E—Shorthorn Bull, 2 years and upwards Class F—Shorthorn Cow, 2 years and upwards SHEEP. Class G—Merino Ram, 12 months and upwards Class H—Merino Ewe, 12 months and upwards Class I—Lincoln Ram, 12 months and upwards Class K—Longwool Ewe, 12 months and upwards Entrance Money for the Champion Cups, £1 1s each; the Cup to be the absolute property of any exhibitor taking the Champion Prize with the same animal three times. xyxy=(169,49,317,1609)
ad-arrived-gilmour: ARRIVED AT J. GILMOUR & Co., Ngaruawahia— Mosgiel Tweeds. West of England Tweeds. Scotch Tweeds. Bliss Tweeds, all of best quality and newest Patterns. xyxy=(12,255,160,322)
class-line: 32nd Class—Heifer 18 months and under 2½ years xyxy=(326,680,461,699)
cox-line: FOR IRONMONGERY, xyxy=(954,695,1085,733)
class-line: 45th Class—Dairy Cow xyxy=(326,899,415,909)
section-subheading: MERINO. xyxy=(383,932,417,941)
class-line: 11th Class—Yearling Colt, foaled since July 1st, 1875 xyxy=(326,290,453,310)
ad-rangiaohia-highway: RANGIAOHIA HIGHWAY DISTRICT. The Assessment List of the above District, for the year 1876-7, is now finally settled. Rates must be paid to the Collector, Mr JAS. FARRELL. ANDREW KAY, Chairman. Te Awamutu, 14th October, 1876. xyxy=(12,808,160,895)
class-line: 56th Class—Pen of 5 Fat Wethers xyxy=(326,1051,455,1061)
committee-member: M R Miller xyxy=(169,379,211,389)
class-line: 50th Class—6-tooth Ram and upwards xyxy=(326,982,475,992)
prize-class: Class A—Thoroughbred Sire, 2 yrs old and upwards xyxy=(169,1332,317,1352)
poultry-list xyxy=(483,61,631,198)
column-2 xyxy=(165,32,322,1600)
rate-price: 1 0 xyxy=(775,800,788,810)
prize-class-list xyxy=(326,101,474,1782)
class-line: 17th Class—3-year-old Filly, foaled since July 1st, 1873 xyxy=(326,408,460,428)
section-subheading: SHORTHORNS. xyxy=(371,600,429,609)
class-line: 81st Class—Ram Hogget, 18 months or under xyxy=(326,1519,468,1539)
rate-row xyxy=(640,801,788,811)
class-line: 55th Class—Ewe with Lamb at foot xyxy=(326,1041,462,1051)
produce-list xyxy=(483,367,631,651)
ad-land: LAND. For Immediate SALE, at a Low Price, Allotment No. 184 Parish of Te Rapa. For particulars, apply to KENNEDY HILL, Auctioneer. Hamilton, September 27, 1876. xyxy=(954,581,1103,649)
rate-item: No 46, ditto xyxy=(954,1174,1001,1184)
implements-list xyxy=(483,245,631,343)
class-line: 100th Class—Any Breed. 1st Prize, £1; 2nd Prize, 10s xyxy=(483,178,618,197)
class-line: 79th Class—Ewe with Lamb at foot xyxy=(326,1488,462,1498)
regulation-item: 1. The competition will be open to all stock, provided the exhibitor be a member of the Society. xyxy=(169,424,317,454)
class-line: 46th Class—Two Fat Bullocks xyxy=(326,909,440,919)
class-line: 20th Class—Entire best calculated to improve breed of Saddle Horses xyxy=(326,479,470,498)
